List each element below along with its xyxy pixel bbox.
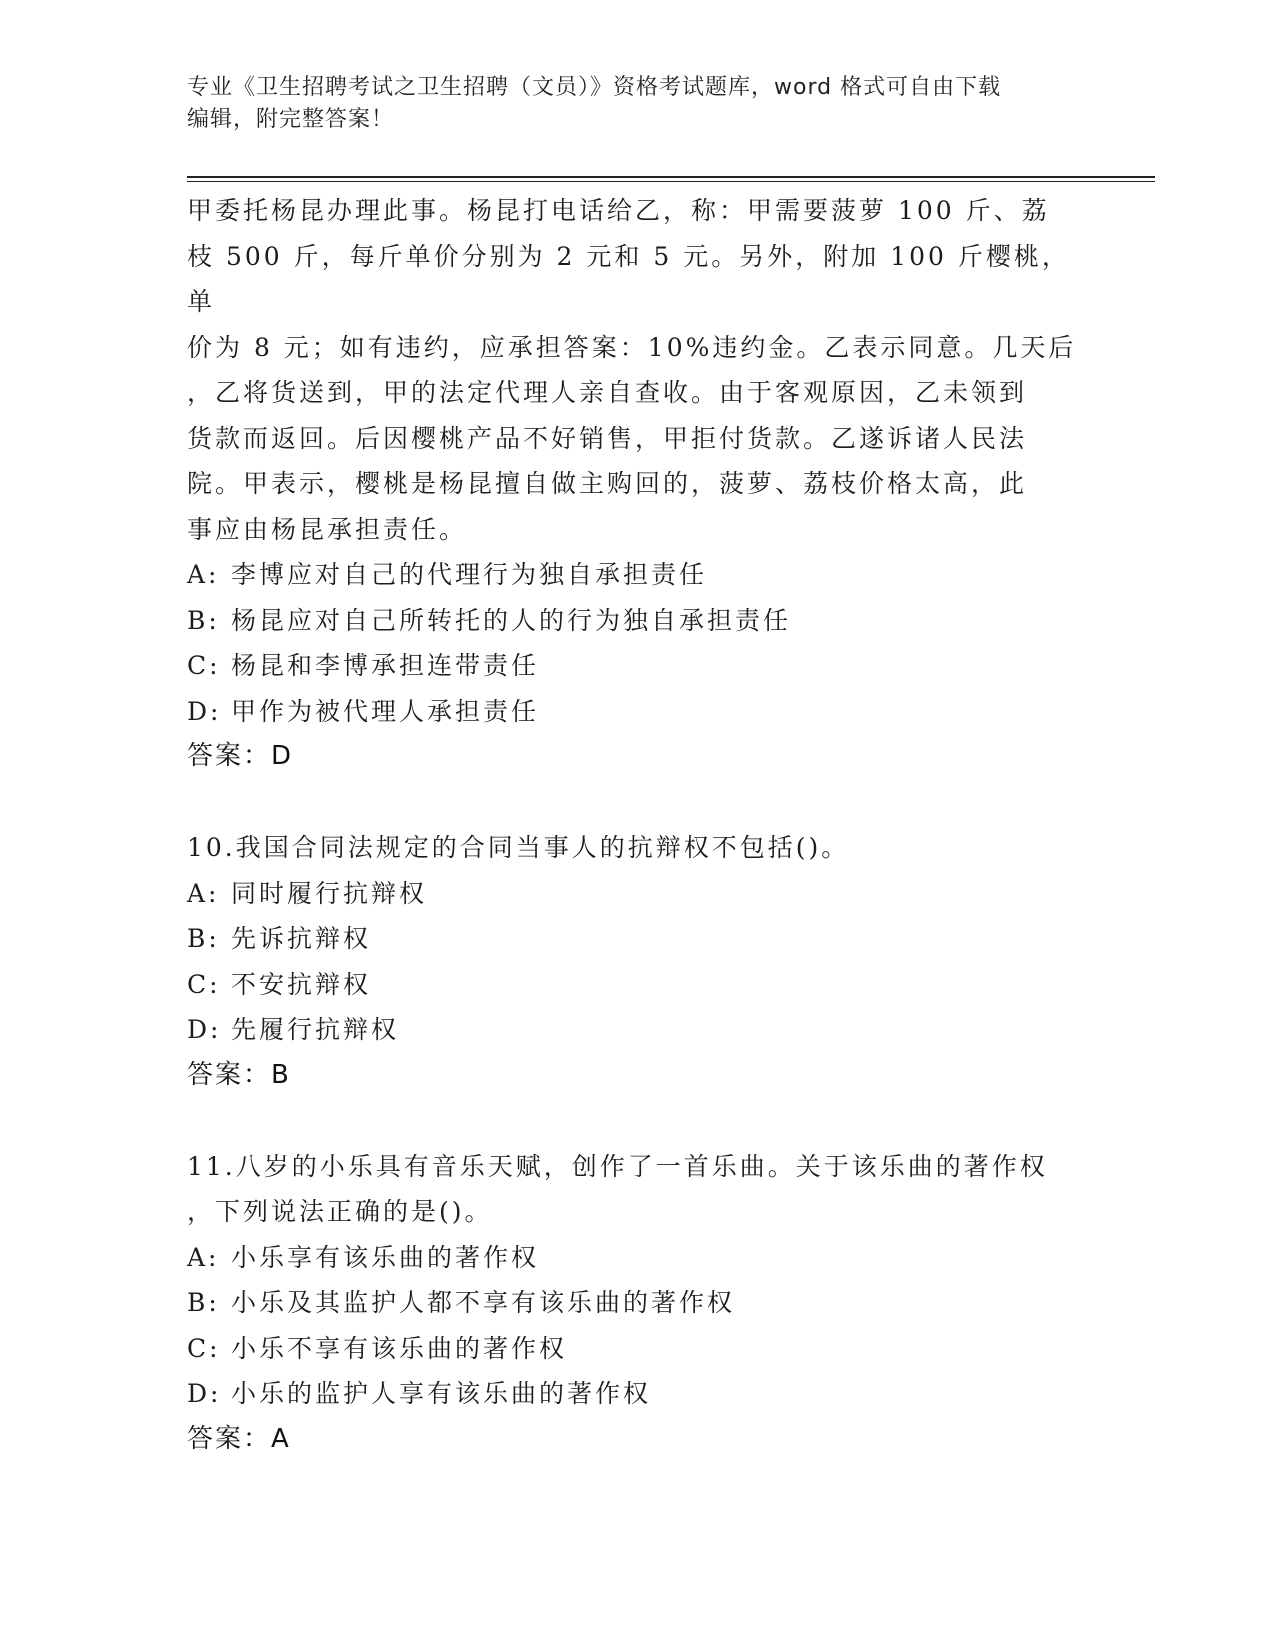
option-letter: C:: [187, 969, 221, 999]
option-d: [187, 689, 1087, 735]
stem-line: 枝 500 斤，每斤单价分别为 2 元和 5 元。另外，附加 100 斤樱桃，单: [187, 241, 1070, 316]
option-letter: A:: [187, 1242, 220, 1272]
question-9-answer: 答案：D: [187, 741, 294, 771]
question-10-title: 10.我国合同法规定的合同当事人的抗辩权不包括()。: [187, 833, 850, 862]
option-letter: D:: [187, 696, 222, 726]
option-text: 先履行抗辩权: [231, 1015, 400, 1044]
stem-line: 价为 8 元；如有违约，应承担答案：10%违约金。乙表示同意。几天后: [187, 332, 1077, 362]
option-text: 小乐享有该乐曲的著作权: [231, 1242, 540, 1272]
question-9: [187, 188, 1087, 780]
stem-line: ，乙将货送到，甲的法定代理人亲自查收。由于客观原因，乙未领到: [187, 378, 1028, 407]
question-10-options: [187, 871, 1087, 1053]
question-9-stem: [187, 188, 1087, 552]
header-line-1: 专业《卫生招聘考试之卫生招聘（文员）》资格考试题库，word 格式可自由下载: [187, 75, 1002, 100]
header-divider: [187, 176, 1155, 182]
option-b: [187, 1280, 1087, 1326]
title-line: ，下列说法正确的是()。: [187, 1197, 493, 1226]
option-d: [187, 1007, 1087, 1053]
option-text: 杨昆应对自己所转托的人的行为独自承担责任: [231, 605, 792, 635]
question-11-options: [187, 1235, 1087, 1417]
header-line-2: 编辑，附完整答案！: [187, 107, 395, 132]
stem-line: 院。甲表示，樱桃是杨昆擅自做主购回的，菠萝、荔枝价格太高，此: [187, 469, 1028, 498]
option-text: 小乐及其监护人都不享有该乐曲的著作权: [231, 1288, 736, 1317]
option-letter: A:: [187, 878, 220, 908]
option-text: 小乐的监护人享有该乐曲的著作权: [231, 1379, 652, 1408]
page-content: [187, 188, 1087, 1462]
option-a: [187, 1235, 1087, 1281]
question-10: [187, 825, 1087, 1098]
option-text: 小乐不享有该乐曲的著作权: [231, 1333, 568, 1363]
option-text: 同时履行抗辩权: [231, 878, 428, 908]
spacer: [187, 780, 1087, 826]
option-text: 甲作为被代理人承担责任: [231, 696, 540, 726]
option-c: [187, 643, 1087, 689]
page-header: [187, 72, 1067, 136]
question-9-options: [187, 552, 1087, 734]
option-letter: B:: [187, 605, 220, 635]
option-text: 杨昆和李博承担连带责任: [231, 651, 540, 680]
option-c: [187, 962, 1087, 1008]
option-d: [187, 1371, 1087, 1417]
question-11: [187, 1144, 1087, 1463]
option-text: 不安抗辩权: [231, 969, 372, 999]
option-letter: B:: [187, 924, 220, 953]
option-letter: D:: [187, 1379, 222, 1408]
option-letter: A:: [187, 560, 220, 589]
question-11-title: [187, 1144, 1087, 1235]
title-line: 11.八岁的小乐具有音乐天赋，创作了一首乐曲。关于该乐曲的著作权: [187, 1151, 1048, 1181]
stem-line: 甲委托杨昆办理此事。杨昆打电话给乙，称：甲需要菠萝 100 斤、荔: [187, 196, 1050, 225]
option-a: [187, 871, 1087, 917]
option-b: [187, 598, 1087, 644]
option-letter: C:: [187, 651, 221, 680]
option-letter: D:: [187, 1015, 222, 1044]
stem-line: 货款而返回。后因樱桃产品不好销售，甲拒付货款。乙遂诉诸人民法: [187, 423, 1028, 453]
option-b: [187, 916, 1087, 962]
option-letter: C:: [187, 1333, 221, 1363]
question-11-answer: 答案：A: [187, 1423, 291, 1454]
option-c: [187, 1326, 1087, 1372]
option-text: 先诉抗辩权: [231, 924, 372, 953]
option-a: [187, 552, 1087, 598]
option-text: 李博应对自己的代理行为独自承担责任: [231, 560, 708, 589]
spacer: [187, 1098, 1087, 1144]
stem-line: 事应由杨昆承担责任。: [187, 514, 468, 544]
option-letter: B:: [187, 1288, 220, 1317]
question-10-answer: 答案：B: [187, 1059, 291, 1090]
